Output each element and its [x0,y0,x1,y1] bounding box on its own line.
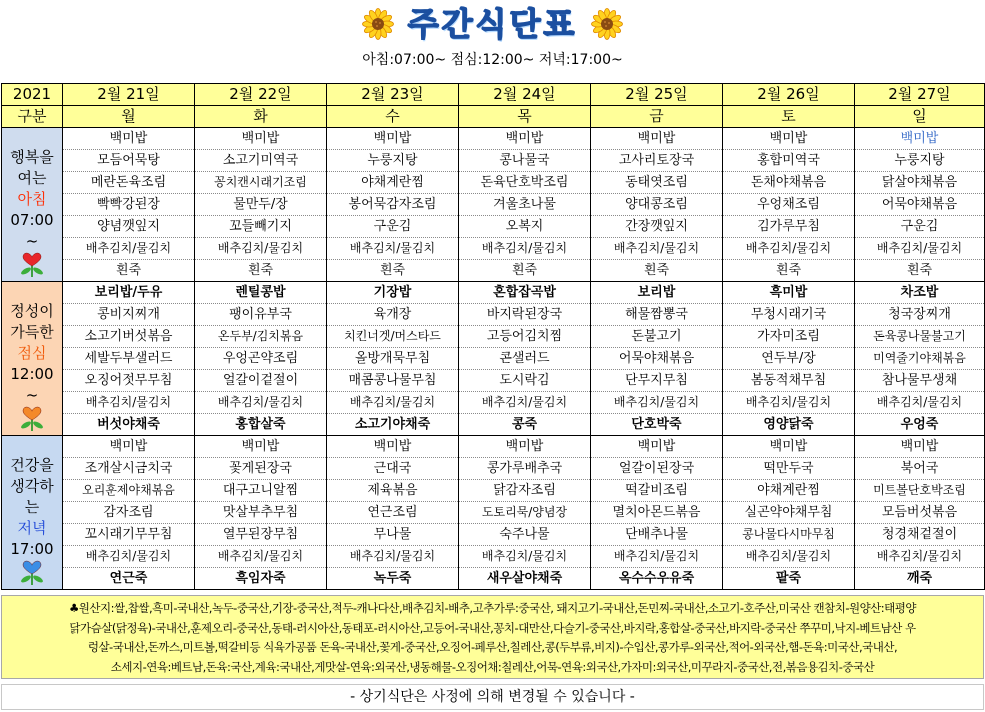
origin-note [1,595,984,679]
lunch-menu-item: 미역줄기야채볶음 [855,348,985,370]
lunch-menu-item: 봄동적채무침 [723,370,855,392]
lunch-menu-item: 흑미밥 [723,282,855,304]
breakfast-menu-item: 양념깻잎지 [63,216,195,238]
date-cell: 2월 25일 [591,84,723,106]
breakfast-menu-item: 백미밥 [855,128,985,150]
lunch-menu-item: 배추김치/물김치 [195,392,327,414]
dinner-menu-item: 연근죽 [63,568,195,590]
lunch-menu-item: 얼갈이겉절이 [195,370,327,392]
breakfast-menu-item: 꽁치캔시래기조림 [195,172,327,194]
dinner-menu-item: 대구고니알찜 [195,480,327,502]
dinner-menu-item: 백미밥 [459,436,591,458]
lunch-menu-item: 팽이유부국 [195,304,327,326]
breakfast-menu-item: 배추김치/물김치 [195,238,327,260]
lunch-menu-item: 홍합살죽 [195,414,327,436]
dinner-menu-row [2,458,985,480]
breakfast-menu-row [2,260,985,282]
breakfast-menu-item: 구운김 [855,216,985,238]
breakfast-menu-item: 흰죽 [855,260,985,282]
lunch-menu-item: 돈불고기 [591,326,723,348]
lunch-menu-item: 고등어김치찜 [459,326,591,348]
lunch-menu-item: 온두부/김치볶음 [195,326,327,348]
lunch-menu-item: 보리밥/두유 [63,282,195,304]
lunch-menu-item: 배추김치/물김치 [855,392,985,414]
lunch-menu-item: 혼합잡곡밥 [459,282,591,304]
dinner-menu-row [2,546,985,568]
breakfast-menu-item: 흰죽 [63,260,195,282]
heart-flower-icon [17,406,47,432]
lunch-menu-item: 기장밥 [327,282,459,304]
dinner-menu-item: 떡만두국 [723,458,855,480]
lunch-menu-item: 영양닭죽 [723,414,855,436]
breakfast-menu-item: 콩나물국 [459,150,591,172]
dinner-menu-row [2,524,985,546]
breakfast-time-tilde: ~ [25,232,39,250]
dinner-menu-item: 배추김치/물김치 [723,546,855,568]
breakfast-menu-row [2,150,985,172]
breakfast-menu-item: 배추김치/물김치 [459,238,591,260]
dinner-menu-item: 백미밥 [723,436,855,458]
lunch-menu-item: 어묵야채볶음 [591,348,723,370]
breakfast-label-line: 행복을 [10,148,54,166]
dinner-menu-item: 떡갈비조림 [591,480,723,502]
dinner-name: 저녁 [17,519,47,537]
lunch-menu-item: 가자미조림 [723,326,855,348]
breakfast-menu-item: 흰죽 [327,260,459,282]
dinner-menu-item: 실곤약야채무침 [723,502,855,524]
dinner-menu-item: 배추김치/물김치 [855,546,985,568]
lunch-name: 점심 [17,344,47,362]
breakfast-menu-item: 백미밥 [591,128,723,150]
lunch-menu-row [2,326,985,348]
dinner-time: 17:00 [10,540,54,558]
breakfast-menu-item: 야채계란찜 [327,172,459,194]
breakfast-menu-item: 백미밥 [327,128,459,150]
lunch-menu-row [2,282,985,304]
weekday-cell: 목 [459,106,591,128]
dinner-menu-row [2,502,985,524]
breakfast-menu-item: 흰죽 [195,260,327,282]
lunch-menu-item: 소고기야채죽 [327,414,459,436]
lunch-menu-item: 연두부/장 [723,348,855,370]
origin-note-line: 소세지-연육:베트남,돈육:국산,계육:국내산,게맛살-연육:외국산,냉동해물-오징어채:칠레산,어묵-연육:외국산,가자미:외국산,미꾸라지-중국산,전,볶음용김치-중국산 [110,659,875,674]
lunch-menu-item: 소고기버섯볶음 [63,326,195,348]
weekday-cell: 일 [855,106,985,128]
lunch-menu-item: 우엉곤약조림 [195,348,327,370]
lunch-menu-item: 무청시래기국 [723,304,855,326]
lunch-time: 12:00 [10,365,54,383]
lunch-menu-item: 치킨너겟/머스타드 [327,326,459,348]
dinner-label-line: 는 [24,498,40,516]
lunch-menu-item: 렌틸콩밥 [195,282,327,304]
lunch-menu-item: 매콤콩나물무침 [327,370,459,392]
breakfast-menu-item: 흰죽 [591,260,723,282]
breakfast-menu-row [2,128,985,150]
breakfast-menu-item: 봉어묵감자조림 [327,194,459,216]
breakfast-menu-item: 메란돈육조림 [63,172,195,194]
breakfast-menu-item: 돈채야채볶음 [723,172,855,194]
dinner-menu-item: 열무된장무침 [195,524,327,546]
dinner-menu-item: 백미밥 [591,436,723,458]
lunch-menu-row [2,348,985,370]
dinner-label-line: 생각하 [10,477,54,495]
dinner-menu-item: 새우살야채죽 [459,568,591,590]
lunch-menu-item: 세발두부샐러드 [63,348,195,370]
title-bar [0,3,985,45]
date-cell: 2월 26일 [723,84,855,106]
dinner-menu-item: 모듬버섯볶음 [855,502,985,524]
lunch-menu-item: 단호박죽 [591,414,723,436]
breakfast-menu-item: 오복지 [459,216,591,238]
breakfast-menu-row [2,216,985,238]
breakfast-menu-item: 닭살야채볶음 [855,172,985,194]
date-cell: 2월 21일 [63,84,195,106]
breakfast-menu-item: 간장깻잎지 [591,216,723,238]
lunch-menu-item: 청국장찌개 [855,304,985,326]
breakfast-label [2,147,62,281]
change-notice: - 상기식단은 사정에 의해 변경될 수 있습니다 - [1,684,984,710]
lunch-menu-item: 배추김치/물김치 [591,392,723,414]
breakfast-menu-item: 소고기미역국 [195,150,327,172]
lunch-menu-item: 버섯야채죽 [63,414,195,436]
breakfast-menu-item: 홍합미역국 [723,150,855,172]
lunch-menu-item: 콘샐러드 [459,348,591,370]
dinner-menu-item: 녹두죽 [327,568,459,590]
dinner-menu-item: 꽃게된장국 [195,458,327,480]
dinner-menu-item: 옥수수우유죽 [591,568,723,590]
sunflower-icon [362,8,394,40]
dinner-menu-item: 제육볶음 [327,480,459,502]
lunch-label-line: 정성이 [10,302,54,320]
dinner-menu-item: 흑임자죽 [195,568,327,590]
lunch-menu-row [2,304,985,326]
dinner-menu-row [2,480,985,502]
dinner-menu-item: 단배추나물 [591,524,723,546]
weekday-cell: 월 [63,106,195,128]
lunch-menu-item: 육개장 [327,304,459,326]
breakfast-menu-item: 물만두/장 [195,194,327,216]
breakfast-menu-item: 돈육단호박조림 [459,172,591,194]
sunflower-icon [591,8,623,40]
date-cell: 2월 22일 [195,84,327,106]
breakfast-name: 아침 [17,190,47,208]
lunch-menu-item: 콩죽 [459,414,591,436]
breakfast-menu-item: 배추김치/물김치 [591,238,723,260]
breakfast-label-line: 여는 [17,169,47,187]
breakfast-menu-item: 모듬어묵탕 [63,150,195,172]
breakfast-menu-item: 백미밥 [459,128,591,150]
breakfast-menu-item: 김가루무침 [723,216,855,238]
heart-flower-icon [17,252,47,278]
breakfast-menu-item: 양대콩조림 [591,194,723,216]
breakfast-menu-item: 백미밥 [63,128,195,150]
dinner-menu-item: 얼갈이된장국 [591,458,723,480]
weekday-cell: 수 [327,106,459,128]
lunch-label-line: 가득한 [10,323,54,341]
lunch-menu-item: 오징어젓무무침 [63,370,195,392]
dinner-menu-item: 꼬시래기무무침 [63,524,195,546]
dinner-menu-item: 야채계란찜 [723,480,855,502]
lunch-menu-item: 참나물무생채 [855,370,985,392]
breakfast-menu-item: 빡빡강된장 [63,194,195,216]
dinner-menu-item: 배추김치/물김치 [591,546,723,568]
origin-note-line: 닭가슴살(닭정육)-국내산,훈제오리-중국산,동태-러시아산,동태포-러시아산,고등어-국내산,꽁치-대만산,다슬기-중국산,바지락,홍합살-중국산,바지락-중국산 쭈꾸미,낙지-베트남산 우 [69,620,916,635]
date-cell: 2월 24일 [459,84,591,106]
lunch-menu-row [2,414,985,436]
lunch-menu-item: 배추김치/물김치 [327,392,459,414]
dinner-menu-item: 팥죽 [723,568,855,590]
dinner-menu-row [2,568,985,590]
lunch-menu-row [2,370,985,392]
lunch-menu-item: 차조밥 [855,282,985,304]
breakfast-menu-item: 누룽지탕 [327,150,459,172]
origin-note-line: ♣원산지:쌀,찹쌀,흑미-국내산,녹두-중국산,기장-중국산,적두-캐나다산,배추김치-배추,고추가루:중국산, 돼지고기-국내산,돈민찌-국내산,소고기-호주산,미국산 캔참치-원양산:태평양 [68,601,917,615]
dinner-label [2,455,62,589]
dinner-menu-item: 백미밥 [63,436,195,458]
breakfast-menu-item: 흰죽 [459,260,591,282]
dinner-menu-item: 미트볼단호박조림 [855,480,985,502]
breakfast-menu-item: 꼬들빼기지 [195,216,327,238]
category-header: 구분 [2,106,63,128]
weekday-cell: 토 [723,106,855,128]
breakfast-menu-item: 배추김치/물김치 [327,238,459,260]
breakfast-label-cell [2,128,63,282]
dinner-menu-item: 감자조림 [63,502,195,524]
lunch-menu-item: 콩비지찌개 [63,304,195,326]
dinner-menu-item: 조개살시금치국 [63,458,195,480]
dinner-menu-item: 백미밥 [327,436,459,458]
meal-times: 아침:07:00~ 점심:12:00~ 저녁:17:00~ [362,52,623,68]
lunch-menu-item: 배추김치/물김치 [723,392,855,414]
heart-flower-icon [17,560,47,586]
lunch-menu-item: 올방개묵무침 [327,348,459,370]
breakfast-menu-item: 백미밥 [195,128,327,150]
weekday-cell: 금 [591,106,723,128]
weekday-header-row [2,106,985,128]
lunch-label [2,301,62,435]
weekly-menu-table [1,83,985,590]
dinner-menu-item: 백미밥 [855,436,985,458]
lunch-menu-item: 보리밥 [591,282,723,304]
dinner-menu-item: 닭감자조림 [459,480,591,502]
dinner-menu-item: 근대국 [327,458,459,480]
date-cell: 2월 27일 [855,84,985,106]
breakfast-menu-item: 배추김치/물김치 [855,238,985,260]
lunch-menu-item: 단무지무침 [591,370,723,392]
dinner-menu-item: 배추김치/물김치 [459,546,591,568]
breakfast-menu-item: 구운김 [327,216,459,238]
lunch-menu-row [2,392,985,414]
lunch-menu-item: 도시락김 [459,370,591,392]
dinner-menu-item: 맛살부추무침 [195,502,327,524]
lunch-menu-item: 바지락된장국 [459,304,591,326]
breakfast-menu-item: 우엉채조림 [723,194,855,216]
breakfast-menu-item: 백미밥 [723,128,855,150]
dinner-menu-item: 청경채겉절이 [855,524,985,546]
breakfast-menu-row [2,194,985,216]
origin-note-line: 렁살-국내산,돈까스,미트볼,떡갈비등 식육가공품 돈육-국내산,꽃게-중국산,오징어-페루산,칠레산,콩(두부류,비지)-수입산,콩가루-외국산,적어-외국산,햄-돈육:미국산,국내산, [87,640,898,654]
dinner-menu-item: 멸치아몬드볶음 [591,502,723,524]
dinner-menu-item: 콩가루배추국 [459,458,591,480]
lunch-menu-item: 우엉죽 [855,414,985,436]
breakfast-menu-item: 흰죽 [723,260,855,282]
year-cell: 2021 [2,84,63,106]
date-header-row [2,84,985,106]
breakfast-menu-item: 어묵야채볶음 [855,194,985,216]
dinner-menu-item: 깨죽 [855,568,985,590]
lunch-time-tilde: ~ [25,386,39,404]
page-title: 주간식단표 [407,5,578,43]
breakfast-menu-row [2,238,985,260]
breakfast-menu-item: 고사리토장국 [591,150,723,172]
breakfast-menu-item: 동태엿조림 [591,172,723,194]
lunch-label-cell [2,282,63,436]
lunch-menu-item: 돈육콩나물불고기 [855,326,985,348]
lunch-menu-item: 해물짬뽕국 [591,304,723,326]
breakfast-menu-item: 겨울초나물 [459,194,591,216]
breakfast-menu-item: 배추김치/물김치 [63,238,195,260]
dinner-menu-item: 콩나물다시마무침 [723,524,855,546]
dinner-menu-item: 도토리묵/양념장 [459,502,591,524]
dinner-menu-item: 숙주나물 [459,524,591,546]
lunch-menu-item: 배추김치/물김치 [63,392,195,414]
breakfast-menu-row [2,172,985,194]
breakfast-menu-item: 누룽지탕 [855,150,985,172]
dinner-menu-item: 배추김치/물김치 [327,546,459,568]
breakfast-time: 07:00 [10,211,54,229]
dinner-menu-item: 북어국 [855,458,985,480]
date-cell: 2월 23일 [327,84,459,106]
dinner-menu-row [2,436,985,458]
dinner-menu-item: 배추김치/물김치 [195,546,327,568]
dinner-menu-item: 배추김치/물김치 [63,546,195,568]
breakfast-menu-item: 배추김치/물김치 [723,238,855,260]
dinner-label-cell [2,436,63,590]
dinner-menu-item: 연근조림 [327,502,459,524]
lunch-menu-item: 배추김치/물김치 [459,392,591,414]
dinner-label-line: 건강을 [10,456,54,474]
dinner-menu-item: 무나물 [327,524,459,546]
dinner-menu-item: 오리훈제야채볶음 [63,480,195,502]
weekday-cell: 화 [195,106,327,128]
dinner-menu-item: 백미밥 [195,436,327,458]
